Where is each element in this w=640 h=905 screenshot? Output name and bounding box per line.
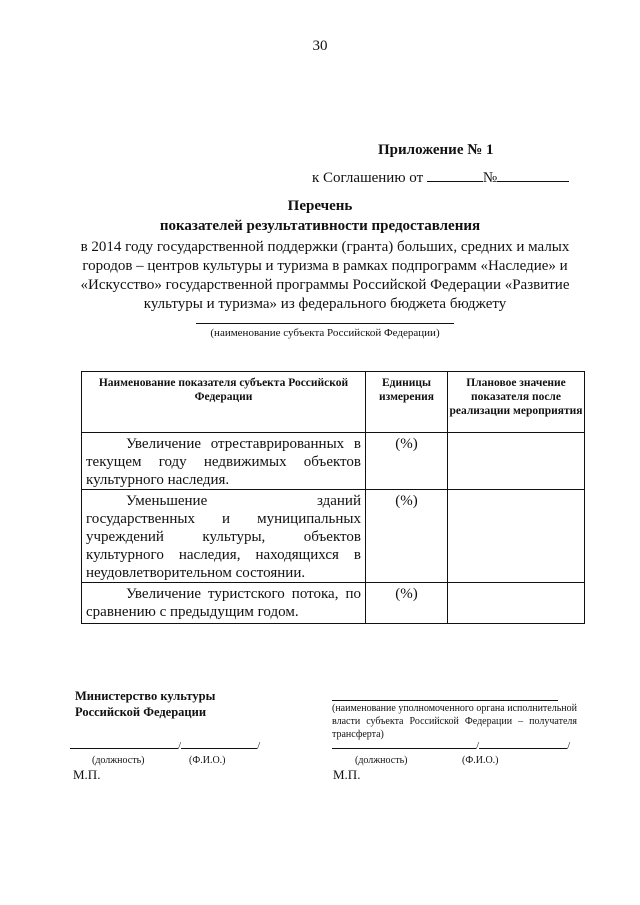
- indicator-cell: Увеличение отреставрированных в текущем году недвижимых объектов культурного наследия.: [82, 433, 366, 490]
- right-seal-mark: М.П.: [333, 767, 361, 782]
- unit-cell: (%): [366, 490, 448, 583]
- header-indicator: Наименование показателя субъекта Российской Федерации: [82, 372, 366, 433]
- left-signature-line[interactable]: / /: [70, 740, 260, 752]
- document-subheading: показателей результативности предоставления: [159, 218, 481, 234]
- header-unit: Единицы измерения: [366, 372, 448, 433]
- page-number: 30: [312, 38, 328, 54]
- unit-cell: (%): [366, 583, 448, 624]
- table-row: [82, 583, 585, 624]
- document-description: в 2014 году государственной поддержки (гранта) больших, средних и малых городов – центров культуры и туризма в рамках подпрограмм «Наследие» и «Искусство» государственной программы Российской Федерации «Развитие культуры и туризма» из федерального бюджета бюджету: [80, 239, 570, 312]
- table-row: [82, 490, 585, 583]
- right-signature-captions: (должность) (Ф.И.О.): [355, 755, 499, 766]
- header-planned: Плановое значение показателя после реализации мероприятия: [448, 372, 585, 433]
- ministry-name: Министерство культуры Российской Федерации: [75, 689, 216, 719]
- agreement-prefix: к Соглашению от: [312, 170, 424, 186]
- table-row: [82, 433, 585, 490]
- right-signature-line[interactable]: / /: [332, 740, 570, 752]
- unit-cell: (%): [366, 433, 448, 490]
- planned-value-cell[interactable]: [448, 583, 585, 624]
- table-header-row: [82, 372, 585, 433]
- indicators-table: [81, 371, 585, 624]
- document-heading: Перечень: [287, 198, 353, 214]
- planned-value-cell[interactable]: [448, 490, 585, 583]
- authority-caption: (наименование уполномоченного органа исполнительной власти субъекта Российской Федерации – получателя трансферта): [332, 703, 577, 740]
- authority-name-blank[interactable]: [332, 700, 558, 701]
- left-seal-mark: М.П.: [73, 767, 101, 782]
- subject-name-blank[interactable]: [196, 323, 454, 324]
- appendix-title: Приложение № 1: [378, 142, 494, 158]
- agreement-date-blank[interactable]: [427, 169, 483, 182]
- subject-caption: (наименование субъекта Российской Федерации): [210, 327, 440, 339]
- planned-value-cell[interactable]: [448, 433, 585, 490]
- indicator-cell: Уменьшение зданий государственных и муниципальных учреждений культуры, объектов культурного наследия, находящихся в неудовлетворительном состоянии.: [82, 490, 366, 583]
- number-sign: №: [482, 170, 498, 186]
- indicator-cell: Увеличение туристского потока, по сравнению с предыдущим годом.: [82, 583, 366, 624]
- agreement-line: [312, 169, 569, 187]
- agreement-number-blank[interactable]: [497, 169, 569, 182]
- left-signature-captions: (должность) (Ф.И.О.): [92, 755, 226, 766]
